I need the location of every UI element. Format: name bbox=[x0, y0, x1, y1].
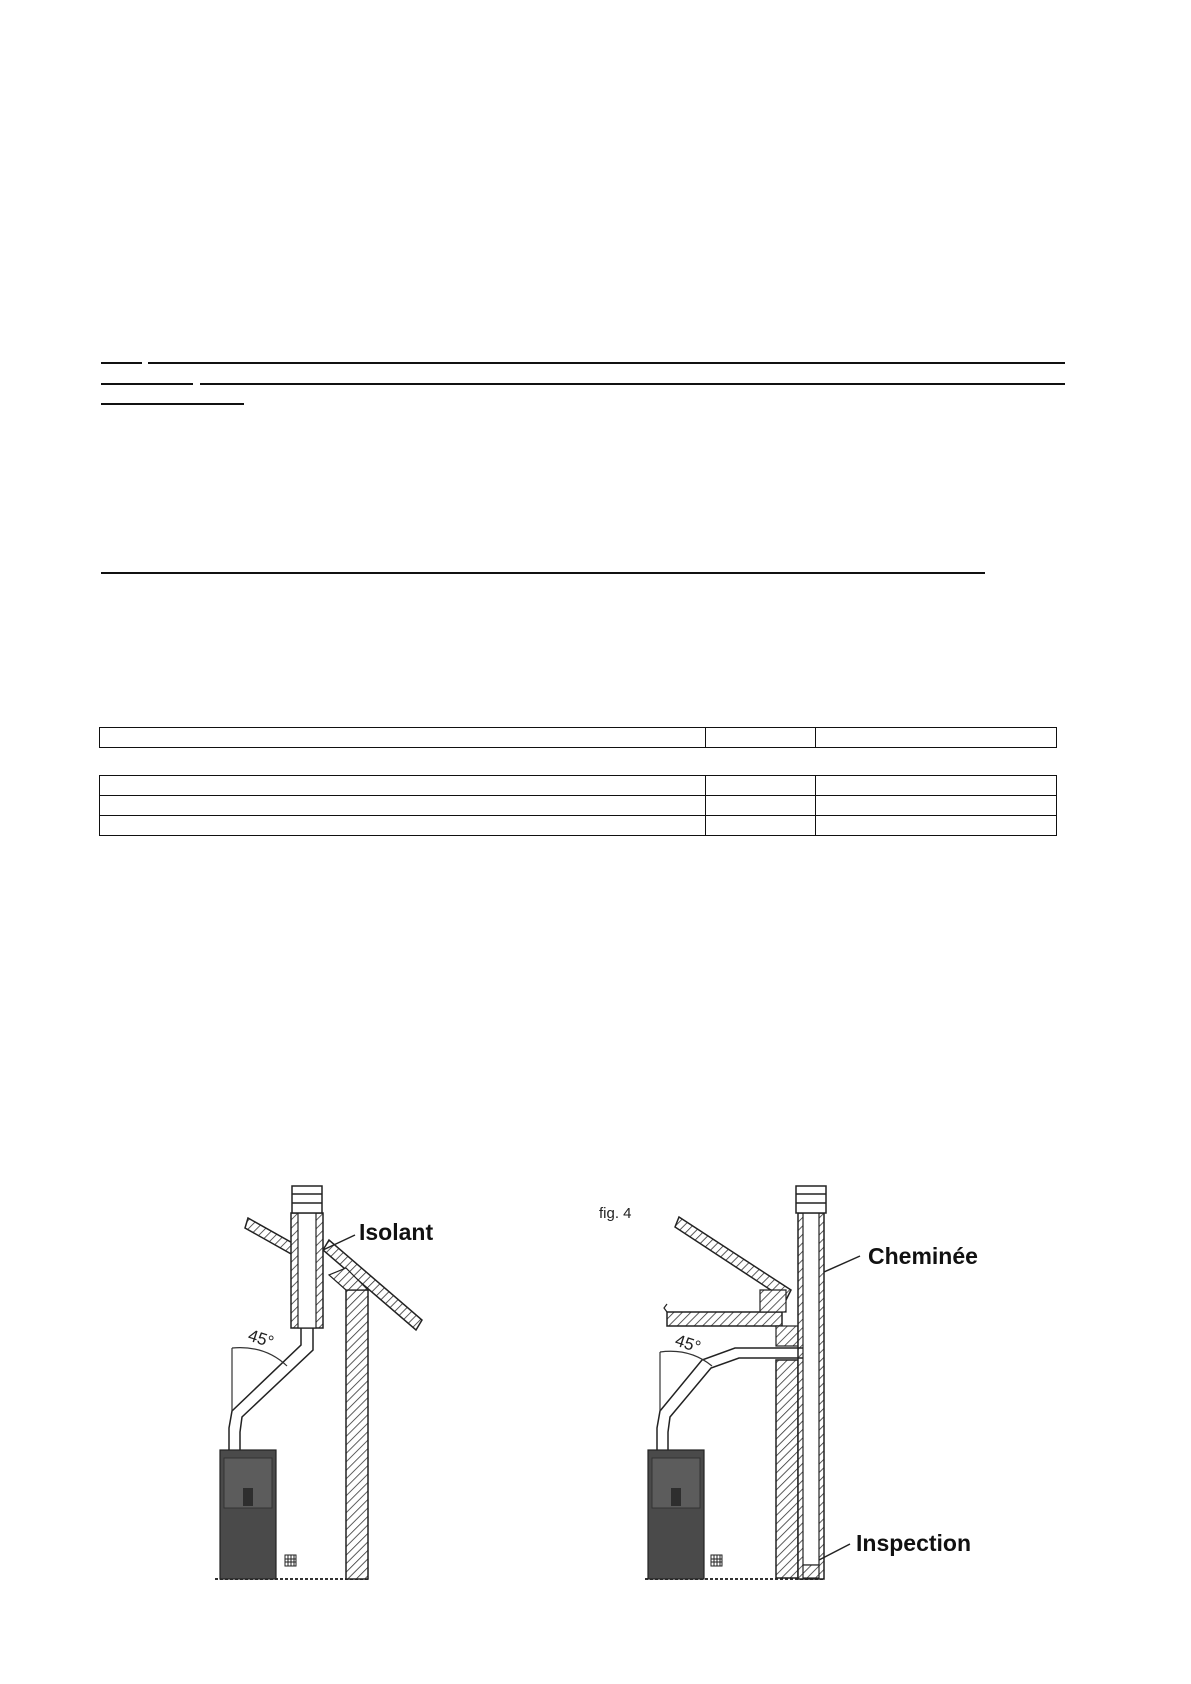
left-roof-right bbox=[323, 1240, 422, 1330]
left-chimney-cap bbox=[292, 1186, 322, 1213]
left-wall bbox=[346, 1290, 368, 1579]
underline-line-2a bbox=[101, 383, 193, 385]
table-row bbox=[100, 796, 1057, 816]
isolant-label: Isolant bbox=[359, 1219, 434, 1245]
figure-number-label: fig. 4 bbox=[599, 1205, 632, 1222]
underline-line-1a bbox=[101, 362, 142, 364]
underline-line-1b bbox=[148, 362, 1065, 364]
left-angle-label: 45° bbox=[245, 1325, 277, 1352]
underline-line-3 bbox=[101, 403, 244, 405]
right-lower-wall bbox=[776, 1360, 798, 1578]
right-angle-label: 45° bbox=[672, 1330, 704, 1357]
right-roof bbox=[675, 1217, 791, 1300]
spec-table-bottom bbox=[99, 775, 1057, 836]
right-inspection-door bbox=[803, 1565, 819, 1578]
underline-line-2b bbox=[200, 383, 1065, 385]
left-flue-inner bbox=[298, 1213, 316, 1328]
right-chimney-leader bbox=[824, 1256, 860, 1272]
table-row bbox=[100, 776, 1057, 796]
table-row bbox=[100, 728, 1057, 748]
inspection-label: Inspection bbox=[856, 1530, 972, 1556]
installation-diagram bbox=[0, 1160, 1191, 1600]
right-ceiling-slab bbox=[667, 1312, 782, 1326]
left-roof-left bbox=[245, 1218, 296, 1255]
right-chimney-cap bbox=[796, 1186, 826, 1213]
spec-table-top bbox=[99, 727, 1057, 748]
table-row bbox=[100, 816, 1057, 836]
chimney-label: Cheminée bbox=[868, 1243, 978, 1269]
underline-heading bbox=[101, 572, 985, 574]
right-diagram bbox=[599, 1186, 978, 1579]
left-diagram bbox=[215, 1186, 433, 1579]
